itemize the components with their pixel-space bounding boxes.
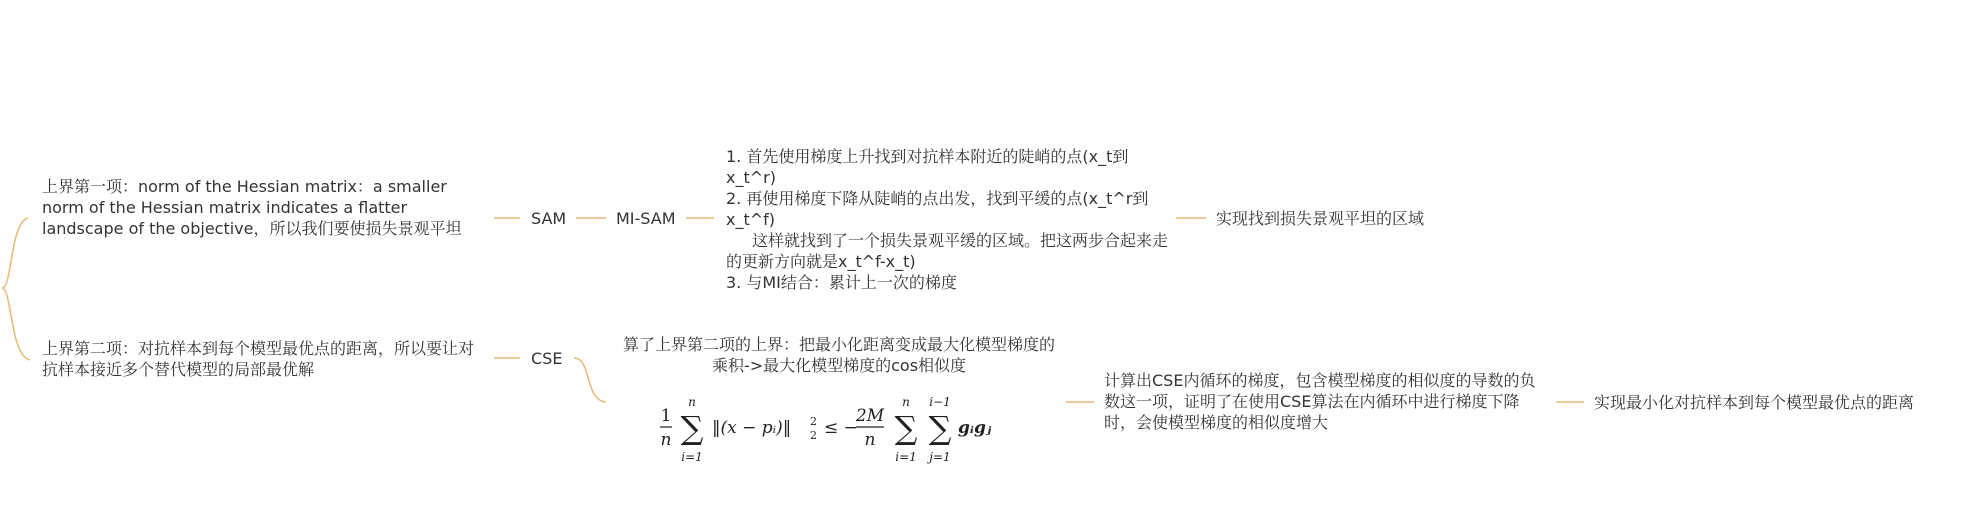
cse-inner-loop-detail[interactable]: 计算出CSE内循环的梯度，包含模型梯度的相似度的导数的负数这一项，证明了在使用CSE算法在内循环中进行梯度下降时，会使模型梯度的相似度增大 [1104, 371, 1536, 432]
cse-bound-formula [660, 395, 1040, 467]
formula-sum2-bot: i=1 [895, 450, 917, 464]
result-flat-region[interactable]: 实现找到损失景观平坦的区域 [1216, 209, 1425, 228]
formula-product: gᵢgⱼ [958, 418, 992, 438]
formula-sum3-bot: j=1 [929, 450, 951, 464]
mi-sam-steps[interactable] [726, 146, 1168, 293]
formula-frac2-den: n [864, 430, 876, 450]
step-1: 1. 首先使用梯度上升找到对抗样本附近的陡峭的点(x_t到x_t^r) [726, 147, 1129, 187]
step-2: 2. 再使用梯度下降从陡峭的点出发，找到平缓的点(x_t^r到x_t^f) [726, 189, 1149, 229]
formula-frac1-num: 1 [660, 406, 672, 426]
formula-leq: ≤ − [824, 418, 858, 438]
cse-description[interactable]: 算了上界第二项的上界：把最小化距离变成最大化模型梯度的乘积->最大化模型梯度的cos相似度 [622, 335, 1055, 375]
step-2-note: 这样就找到了一个损失景观平缓的区域。把这两步合起来走的更新方向就是x_t^f-x_t) [726, 231, 1169, 271]
formula-norm-sub: 2 [810, 429, 817, 442]
cse-node[interactable]: CSE [531, 349, 563, 368]
sam-node[interactable]: SAM [531, 209, 567, 228]
mi-sam-node[interactable]: MI-SAM [616, 209, 676, 228]
formula-norm: ‖(x − pᵢ)‖ [712, 418, 792, 438]
formula-frac2-num: 2M [855, 406, 885, 426]
upper-bound-term-2[interactable]: 上界第二项：对抗样本到每个模型最优点的距离，所以要让对抗样本接近多个替代模型的局部最优解 [42, 339, 475, 379]
formula-sum3-top: i−1 [929, 395, 951, 409]
formula-sum1-sign: ∑ [680, 409, 704, 447]
formula-sum1-top: n [688, 395, 696, 409]
root-bracket [2, 218, 30, 360]
formula-frac1-den: n [660, 430, 672, 450]
formula-sum2-top: n [902, 395, 910, 409]
step-3: 3. 与MI结合：累计上一次的梯度 [726, 273, 957, 292]
formula-sum1-bot: i=1 [681, 450, 703, 464]
formula-norm-sup: 2 [810, 415, 817, 428]
edge-cse-desc [574, 358, 606, 402]
upper-bound-term-1[interactable]: 上界第一项：norm of the Hessian matrix：a smaller norm of the Hessian matrix indicates a flatter landscape of the objective，所以我们要使损失景观平坦 [42, 177, 462, 238]
formula-sum2-sign: ∑ [894, 409, 918, 447]
formula-sum3-sign: ∑ [928, 409, 952, 447]
result-min-distance[interactable]: 实现最小化对抗样本到每个模型最优点的距离 [1594, 393, 1915, 412]
